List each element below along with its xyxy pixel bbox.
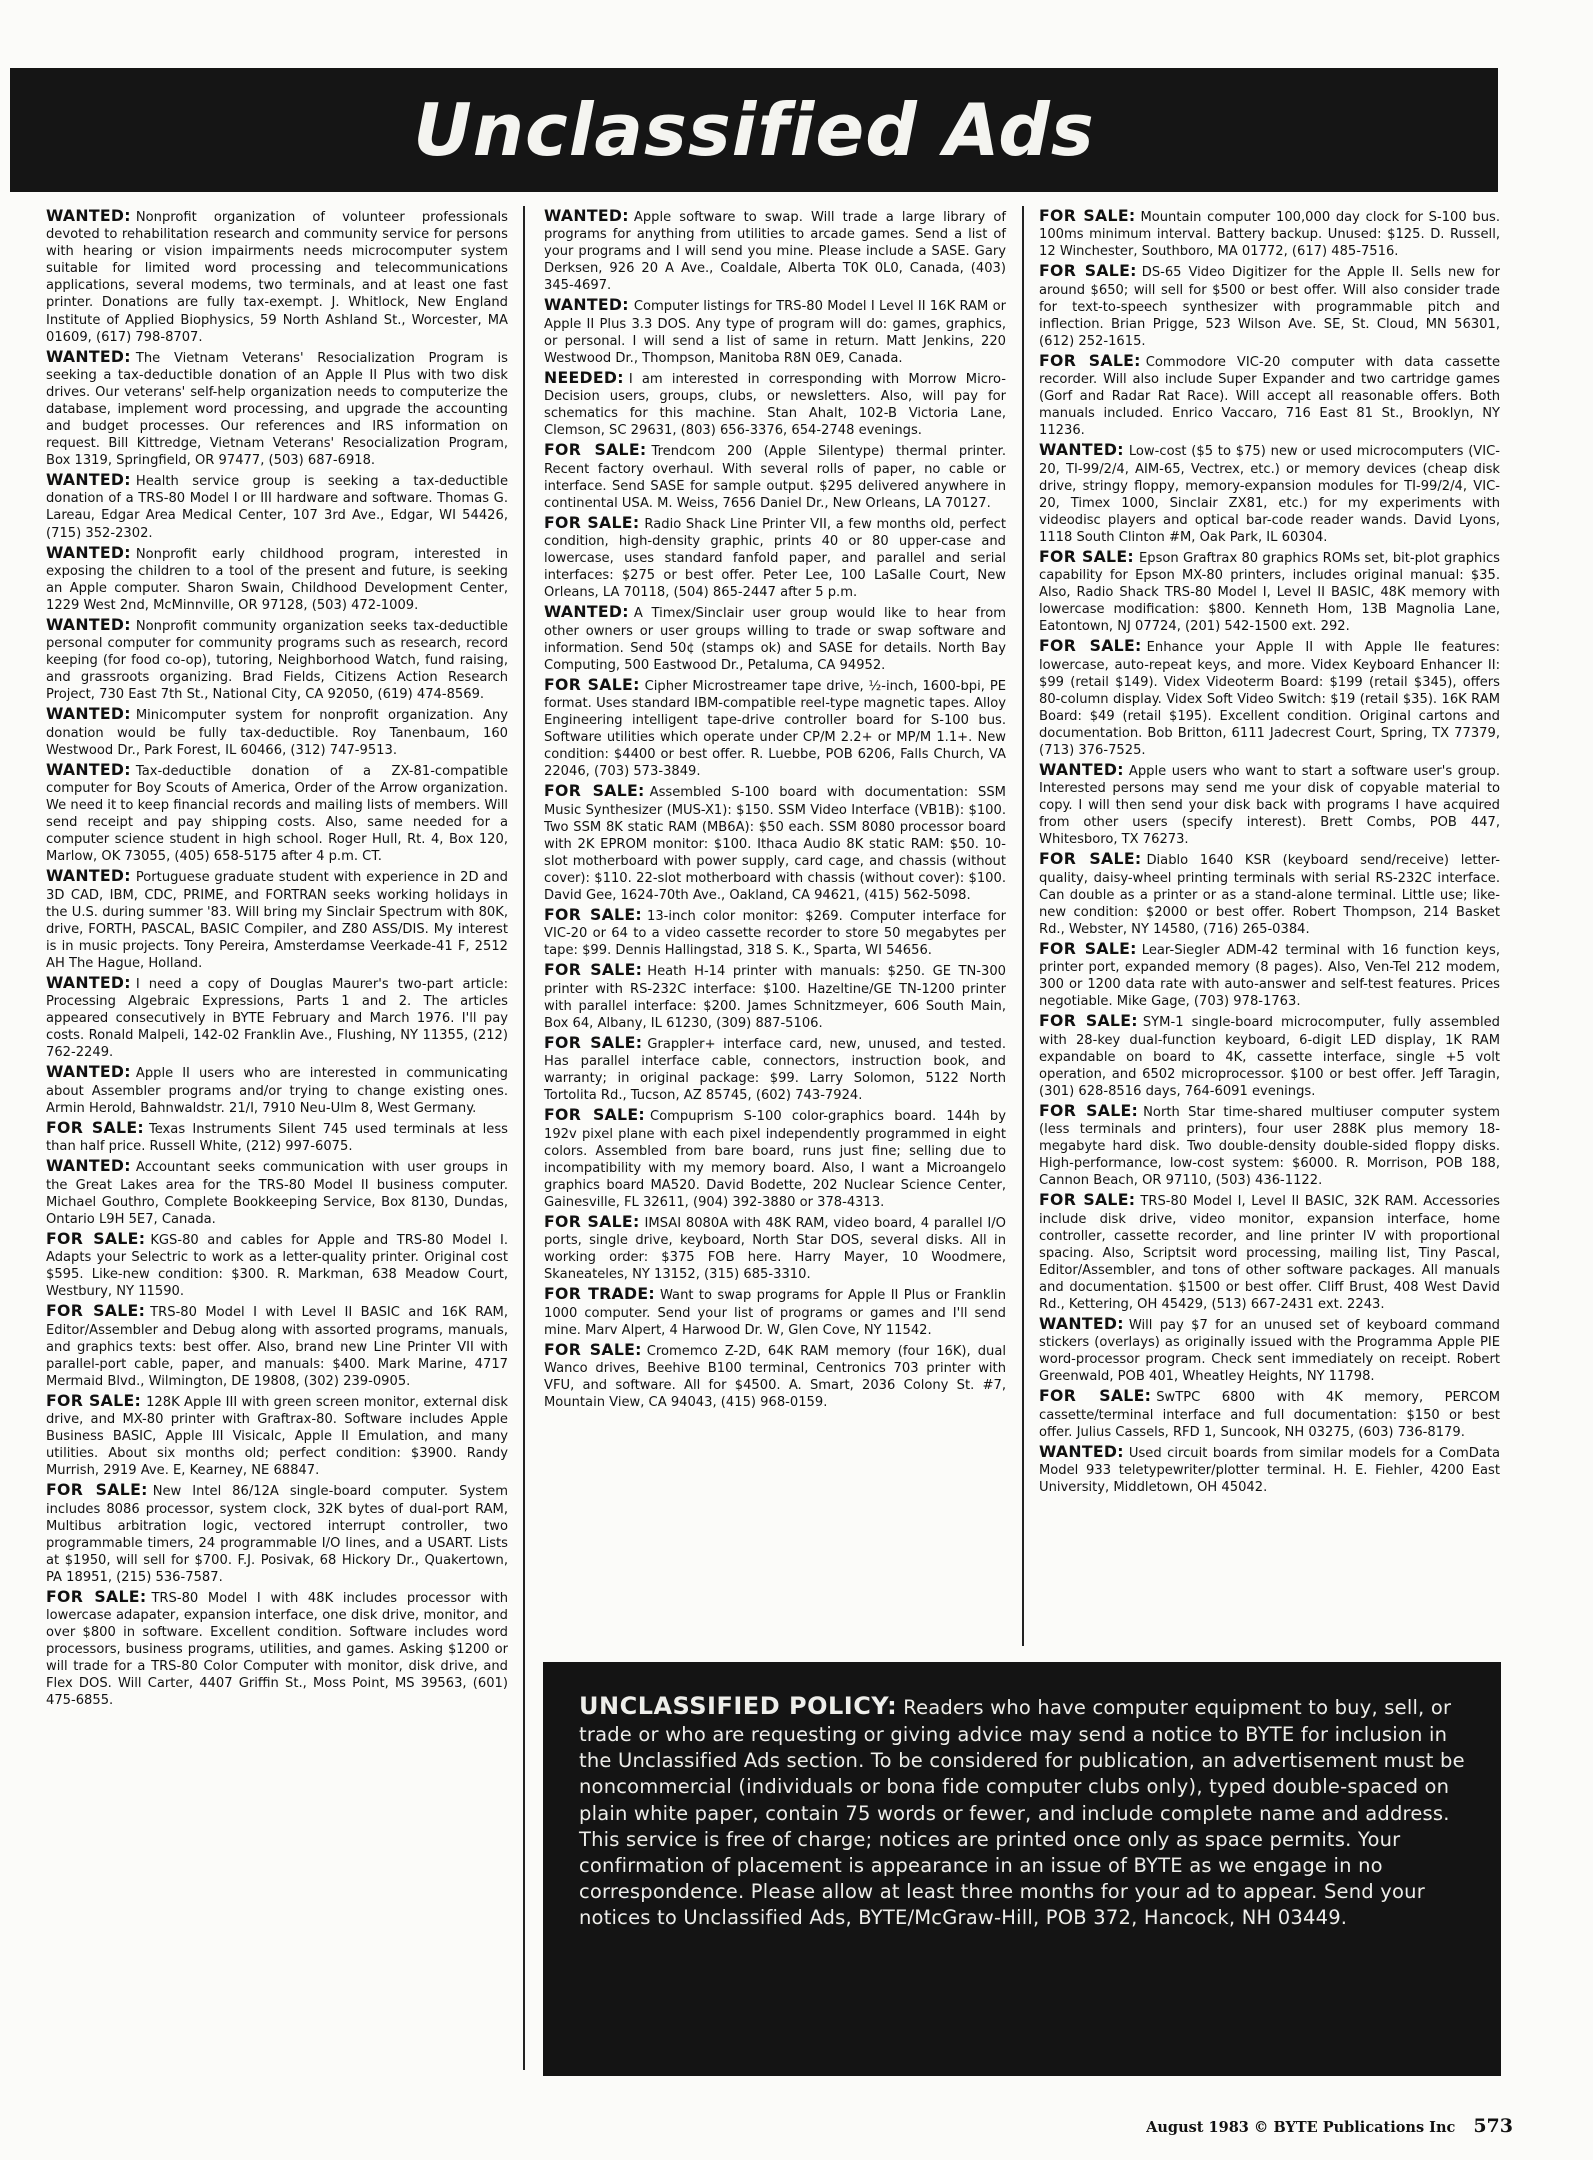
ad-keyword: FOR SALE: bbox=[544, 440, 647, 460]
ad-text: DS-65 Video Digitizer for the Apple II. Sells new for around $650; will sell for $500 or best offer. Will also consider trade for text-to-speech synthesizer with programmable pitch and inflection. Brian Prigge, 523 Wilson Ave. SE, St. Cloud, MN 56301, (612) 252-1615. bbox=[1039, 265, 1500, 349]
ad-text: TRS-80 Model I, Level II BASIC, 32K RAM. Accessories include disk drive, video monitor, expansion interface, home controller, cassette recorder, and line printer IV with proportional spacing. Also, Scriptsit word processing, mailing list, Tiny Pascal, Editor/Assembler, and tons of other software packages. All manuals and documentation. $1500 or best offer. Cliff Brust, 408 West David Rd., Kettering, OH 45429, (513) 667-2431 ext. 2243. bbox=[1039, 1194, 1500, 1312]
page-number: 573 bbox=[1473, 2115, 1513, 2137]
ad-keyword: WANTED: bbox=[544, 602, 629, 622]
ad-entry bbox=[1039, 760, 1500, 848]
ad-entry bbox=[1039, 206, 1500, 260]
ad-text: Tax-deductible donation of a ZX-81-compatible computer for Boy Scouts of America, Order of the Arrow organization. We need it to keep financial records and mailing lists of members. Will send receipt and pay shipping costs. Also, same needed for a computer science student in high school. Roger Hull, Rt. 4, Box 120, Marlow, OK 73055, (405) 658-5175 after 4 p.m. CT. bbox=[46, 763, 508, 865]
ad-keyword: WANTED: bbox=[46, 1062, 131, 1082]
ad-entry bbox=[46, 760, 508, 866]
ad-keyword: FOR SALE: bbox=[1039, 849, 1142, 869]
ad-entry bbox=[1039, 1011, 1500, 1099]
ad-text: Will pay $7 for an unused set of keyboard command stickers (overlays) as originally issued with the Programma Apple PIE word-processor program. Check sent immediately on receipt. Robert Greenwald, POB 401, Wheatley Heights, NY 11798. bbox=[1039, 1317, 1500, 1385]
ad-keyword: FOR SALE: bbox=[544, 1105, 645, 1125]
ad-keyword: FOR SALE: bbox=[1039, 1190, 1136, 1210]
ad-text: Cromemco Z-2D, 64K RAM memory (four 16K), dual Wanco drives, Beehive B100 terminal, Centronics 703 printer with VFU, and software. All for $4500. A. Smart, 2036 Colony St. #7, Mountain View, CA 94043, (415) 968-0159. bbox=[544, 1343, 1006, 1411]
ad-keyword: FOR SALE: bbox=[1039, 350, 1141, 370]
policy-text: Readers who have computer equipment to buy, sell, or trade or who are requesting or giving advice may send a notice to BYTE for inclusion in the Unclassified Ads section. To be considered for publication, an advertisement must be noncommercial (individuals or bona fide computer clubs only), typed double-spaced on plain white paper, contain 75 words or fewer, and include complete name and address. This service is free of charge; notices are printed once only as space permits. Your confirmation of placement is appearance in an issue of BYTE as we engage in no correspondence. Please allow at least three months for your ad to appear. Send your notices to Unclassified Ads, BYTE/McGraw-Hill, POB 372, Hancock, NH 03449. bbox=[579, 1696, 1465, 1930]
ad-text: Texas Instruments Silent 745 used terminals at less than half price. Russell White, (212) 997-6075. bbox=[46, 1121, 508, 1155]
ad-entry bbox=[46, 543, 508, 614]
ad-keyword: WANTED: bbox=[46, 972, 131, 992]
ad-text: Nonprofit community organization seeks tax-deductible personal computer for community programs such as research, record keeping (for food co-op), tutoring, Neighborhood Watch, fund raising, and grassroots organizing. Brad Fields, Citizens Action Research Project, 730 East 7th St., National City, CA 92050, (619) 474-8569. bbox=[46, 618, 508, 703]
ad-keyword: FOR TRADE: bbox=[544, 1284, 655, 1304]
ad-entry bbox=[544, 905, 1006, 959]
ad-text: Low-cost ($5 to $75) new or used microcomputers (VIC-20, TI-99/2/4, AIM-65, Vectrex, etc.) or memory devices (cheap disk drive, stringy floppy, memory-expansion modules for TI-99/2/4, VIC-20, Timex 1000, Sinclair ZX81, etc.) for my experiments with videodisc players and optical bar-code reader wands. David Lyons, 1118 South Clinton #M, Oak Park, IL 60304. bbox=[1039, 444, 1500, 545]
ad-keyword: FOR SALE: bbox=[544, 674, 640, 694]
ad-keyword: FOR SALE: bbox=[544, 512, 640, 532]
ad-entry bbox=[544, 206, 1006, 294]
ad-text: Apple users who want to start a software user's group. Interested persons may send me your disk of copyable material to copy. I will then send your disk back with programs I have acquired from other users (specify interest). Brett Combs, POB 447, Whitesboro, TX 76273. bbox=[1039, 763, 1500, 848]
ad-entry bbox=[1039, 1101, 1500, 1189]
ad-entry bbox=[544, 368, 1006, 439]
ad-text: Want to swap programs for Apple II Plus or Franklin 1000 computer. Send your list of programs or games and I'll send mine. Marv Alpert, 4 Harwood Dr. W, Glen Cove, NY 11542. bbox=[544, 1288, 1006, 1338]
ad-text: TRS-80 Model I with Level II BASIC and 16K RAM, Editor/Assembler and Debug along with assorted programs, manuals, and graphics texts: best offer. Also, brand new Line Printer VII with parallel-port cable, paper, and manuals: $400. Mark Marine, 4717 Mermaid Blvd., Wilmington, DE 19808, (302) 239-0905. bbox=[46, 1305, 508, 1389]
ad-entry bbox=[544, 1033, 1006, 1104]
ad-keyword: WANTED: bbox=[46, 1156, 131, 1176]
page-title: Unclassified Ads bbox=[413, 88, 1095, 172]
column-divider bbox=[1022, 206, 1024, 1646]
ad-entry bbox=[46, 206, 508, 346]
ad-text: TRS-80 Model I with 48K includes processor with lowercase adapater, expansion interface, one disk drive, monitor, and over $800 in software. Excellent condition. Software includes word processors, business programs, utilities, and games. Asking $1200 or will trade for a TRS-80 Color Computer with monitor, disk drive, and Flex DOS. Will Carter, 4407 Griffin St., Moss Point, MS 39563, (601) 475-6855. bbox=[46, 1590, 508, 1709]
ad-entry bbox=[46, 1156, 508, 1227]
ad-text: Grappler+ interface card, new, unused, and tested. Has parallel interface cable, connectors, instruction book, and warranty; in original package: $99. Larry Solomon, 5122 North Tortolita Rd., Tucson, AZ 85745, (602) 743-7924. bbox=[544, 1036, 1006, 1104]
ad-entry bbox=[1039, 351, 1500, 439]
ad-text: Epson Graftrax 80 graphics ROMs set, bit-plot graphics capability for Epson MX-80 printers, includes original manual: $35. Also, Radio Shack TRS-80 Model I, Level II BASIC, 48K memory with lowercase modification: $800. Kenneth Hom, 13B Magnolia Lane, Eatontown, NJ 07724, (201) 542-1500 ext. 292. bbox=[1039, 550, 1500, 635]
ad-keyword: FOR SALE: bbox=[544, 1032, 643, 1052]
ad-keyword: WANTED: bbox=[1039, 1313, 1124, 1333]
ad-entry bbox=[46, 866, 508, 972]
ad-text: Trendcom 200 (Apple Silentype) thermal printer. Recent factory overhaul. With several rolls of paper, no cable or interface. Send SASE for sample output. $295 delivered anywhere in continental USA. M. Weiss, 7656 Daniel Dr., New Orleans, LA 70127. bbox=[544, 444, 1006, 511]
ad-entry bbox=[46, 1301, 508, 1389]
ad-text: Mountain computer 100,000 day clock for S-100 bus. 100ms minimum interval. Battery backup. Unused: $125. D. Russell, 12 Winchester, Southboro, MA 01772, (617) 485-7516. bbox=[1039, 210, 1500, 260]
ad-text: Minicomputer system for nonprofit organization. Any donation would be fully tax-deductible. Roy Tanenbaum, 160 Westwood Dr., Park Forest, IL 60466, (312) 747-9513. bbox=[46, 708, 508, 758]
ad-entry bbox=[46, 615, 508, 703]
page-banner bbox=[10, 68, 1498, 192]
ad-text: Diablo 1640 KSR (keyboard send/receive) letter-quality, daisy-wheel printing terminals with serial RS-232C interface. Can double as a printer or as a stand-alone terminal. Little use; like-new condition: $2000 or best offer. Robert Thompson, 214 Basket Rd., Webster, NY 14580, (716) 265-0384. bbox=[1039, 853, 1500, 937]
ad-entry bbox=[1039, 547, 1500, 635]
ad-text: Health service group is seeking a tax-deductible donation of a TRS-80 Model I or III hardware and software. Thomas G. Lareau, Edgar Area Medical Center, 107 3rd Ave., Edgar, WI 54426, (715) 352-2302. bbox=[46, 474, 508, 541]
ad-entry bbox=[544, 781, 1006, 904]
ad-keyword: WANTED: bbox=[1039, 759, 1124, 779]
ad-entry bbox=[544, 295, 1006, 366]
ad-text: Accountant seeks communication with user groups in the Great Lakes area for the TRS-80 Model II business computer. Michael Gouthro, Complete Bookkeeping Service, Box 8130, Dundas, Ontario L9H 5E7, Canada. bbox=[46, 1160, 508, 1227]
ad-keyword: FOR SALE: bbox=[1039, 1386, 1152, 1406]
ad-entry bbox=[46, 1480, 508, 1586]
ad-entry bbox=[544, 675, 1006, 781]
ad-entry bbox=[544, 1340, 1006, 1411]
ad-text: Enhance your Apple II with Apple IIe features: lowercase, auto-repeat keys, and more. Videx Keyboard Enhancer II: $99 (retail $149). Videx Videoterm Board: $199 (retail $345), offers 80-column display. Videx Soft Video Switch: $19 (retail $35). 16K RAM Board: $49 (retail $195). Excellent condition. Original cartons and documentation. Bob Britton, 6111 Jadecrest Court, Spring, TX 77379, (713) 376-7525. bbox=[1039, 640, 1500, 758]
ad-entry bbox=[544, 1105, 1006, 1211]
ad-keyword: WANTED: bbox=[46, 866, 131, 886]
ad-entry bbox=[46, 347, 508, 470]
ad-text: Heath H-14 printer with manuals: $250. GE TN-300 printer with RS-232C interface: $100. Hazeltine/GE TN-1200 printer with parallel interface: $200. James Schnitzmeyer, 606 South Main, Box 64, Albany, IL 61230, (309) 887-5106. bbox=[544, 964, 1006, 1031]
ad-entry bbox=[1039, 440, 1500, 546]
ad-text: 128K Apple III with green screen monitor, external disk drive, and MX-80 printer with Graftrax-80. Software includes Apple Business BASIC, Apple III Visicalc, Apple II Emulation, and many utilities. About six months old; perfect condition: $3900. Randy Murrish, 2919 Ave. E, Kearney, NE 68847. bbox=[46, 1394, 509, 1479]
ad-text: I need a copy of Douglas Maurer's two-part article: Processing Algebraic Expressions, Parts 1 and 2. The articles appeared consecutively in BYTE February and March 1976. I'll pay costs. Ronald Malpeli, 142-02 Franklin Ave., Flushing, NY 11355, (212) 762-2249. bbox=[46, 976, 508, 1061]
ad-text: Nonprofit organization of volunteer professionals devoted to rehabilitation research and community service for persons with hearing or vision impairments needs microcomputer system suitable for limited word processing and telecommunications applications, several modems, two terminals, and at least one fast printer. Donations are fully tax-exempt. J. Whitlock, New England Institute of Applied Biophysics, 59 North Ashland St., Worcester, MA 01609, (617) 798-8707. bbox=[46, 210, 508, 345]
ad-entry bbox=[544, 1212, 1006, 1283]
ad-text: SYM-1 single-board microcomputer, fully assembled with 28-key dual-function keyboard, 6-digit LED display, 1K RAM expandable on board to 4K, cassette interface, single +5 volt operation, and 6502 microprocessor. $100 or best offer. Jeff Taragin, (301) 628-8516 days, 764-6091 evenings. bbox=[1039, 1015, 1500, 1099]
ad-keyword: FOR SALE: bbox=[46, 1390, 142, 1410]
ad-keyword: FOR SALE: bbox=[46, 1586, 147, 1606]
ad-text: The Vietnam Veterans' Resocialization Program is seeking a tax-deductible donation of an Apple II Plus with two disk drives. Our veterans' self-help organization needs to computerize the database, implement word processing, and upgrade the accounting and budget processes. Our references and IRS information on request. Bill Kittredge, Vietnam Veterans' Resocialization Program, Box 1319, Springfield, OR 97477, (503) 687-6918. bbox=[46, 350, 508, 469]
ad-text: Radio Shack Line Printer VII, a few months old, perfect condition, high-density graphic, prints 40 or 80 upper-case and lowercase, uses standard fanfold paper, and parallel and serial interfaces: $275 or best offer. Peter Lee, 100 LaSalle Court, New Orleans, LA 70118, (504) 865-2447 after 5 p.m. bbox=[544, 516, 1006, 601]
ad-keyword: WANTED: bbox=[46, 346, 131, 366]
ad-entry bbox=[1039, 849, 1500, 937]
issue-line: August 1983 © BYTE Publications Inc bbox=[1146, 2119, 1456, 2136]
ad-keyword: FOR SALE: bbox=[544, 1339, 642, 1359]
ad-text: Used circuit boards from similar models for a ComData Model 933 teletypewriter/plotter terminal. H. E. Fiehler, 4200 East University, Middletown, OH 45042. bbox=[1039, 1445, 1500, 1496]
ads-column-1 bbox=[46, 206, 508, 2066]
ad-keyword: FOR SALE: bbox=[1039, 1011, 1138, 1031]
ad-entry bbox=[544, 1284, 1006, 1338]
ad-text: Computer listings for TRS-80 Model I Level II 16K RAM or Apple II Plus 3.3 DOS. Any type of program will do: games, graphics, or personal. I will send a list of same in return. Matt Jenkins, 220 Westwood Dr., Thompson, Manitoba R8N 0E9, Canada. bbox=[544, 299, 1006, 366]
ad-entry bbox=[46, 1118, 508, 1155]
ad-entry bbox=[46, 704, 508, 758]
ad-keyword: FOR SALE: bbox=[46, 1301, 146, 1321]
ad-entry bbox=[1039, 261, 1500, 349]
ad-entry bbox=[1039, 636, 1500, 759]
ads-column-2 bbox=[544, 206, 1006, 1661]
ad-keyword: FOR SALE: bbox=[46, 1117, 144, 1137]
ad-text: Compuprism S-100 color-graphics board. 144h by 192v pixel plane with each pixel independently programmed in eight colors. Assembled from bare board, runs just fine; selling due to incompatibility with my memory board. Also, I want a Microangelo graphics board MA520. David Bodette, 202 Nuclear Science Center, Gainesville, FL 32611, (904) 392-3880 or 378-4313. bbox=[544, 1109, 1006, 1210]
ad-entry bbox=[46, 973, 508, 1061]
ad-text: I am interested in corresponding with Morrow Micro-Decision users, groups, clubs, or newsletters. Also, will pay for schematics for this machine. Stan Ahalt, 102-B Victoria Lane, Clemson, SC 29631, (803) 656-3376, 654-2748 evenings. bbox=[544, 371, 1006, 439]
ad-entry bbox=[46, 1229, 508, 1300]
ad-keyword: FOR SALE: bbox=[544, 904, 642, 924]
ad-entry bbox=[544, 960, 1006, 1031]
ad-text: 13-inch color monitor: $269. Computer interface for VIC-20 or 64 to a video cassette recorder to store 50 megabytes per tape: $99. Dennis Hallingstad, 318 S. K., Sparta, WI 54656. bbox=[544, 908, 1006, 959]
ad-keyword: WANTED: bbox=[544, 295, 629, 315]
ad-text: Lear-Siegler ADM-42 terminal with 16 function keys, printer port, expanded memory (8 pages). Also, Ven-Tel 212 modem, 300 or 1200 data rate with auto-answer and self-test features. Prices negotiable. Mike Gage, (703) 978-1763. bbox=[1039, 942, 1501, 1010]
ad-keyword: WANTED: bbox=[1039, 1441, 1124, 1461]
ad-text: North Star time-shared multiuser computer system (less terminals and printers), four user 288K plus memory 18-megabyte hard disk. Two double-density double-sided floppy disks. High-performance, low-cost system: $6000. R. Morrison, POB 188, Cannon Beach, OR 97110, (503) 436-1122. bbox=[1039, 1104, 1500, 1189]
ad-keyword: WANTED: bbox=[46, 206, 131, 225]
ad-keyword: FOR SALE: bbox=[1039, 261, 1137, 281]
column-divider bbox=[523, 206, 525, 2070]
ad-keyword: FOR SALE: bbox=[544, 960, 643, 980]
ad-keyword: FOR SALE: bbox=[1039, 546, 1134, 566]
ad-keyword: FOR SALE: bbox=[1039, 1100, 1139, 1120]
ad-keyword: FOR SALE: bbox=[1039, 938, 1137, 958]
ad-keyword: FOR SALE: bbox=[46, 1228, 146, 1248]
ad-text: Portuguese graduate student with experience in 2D and 3D CAD, IBM, CDC, PRIME, and FORTRAN seeks working holidays in the U.S. during summer '83. Will bring my Sinclair Spectrum with 80K, drive, FORTH, PASCAL, BASIC Compiler, and Z80 ASS/DIS. My interest is in music projects. Tony Pereira, Amsterdamse Veerkade-41 F, 2512 AH The Hague, Holland. bbox=[46, 870, 508, 971]
ad-keyword: FOR SALE: bbox=[1039, 206, 1136, 225]
policy-title: UNCLASSIFIED POLICY: bbox=[579, 1692, 898, 1720]
ad-entry bbox=[1039, 1386, 1500, 1440]
ad-text: IMSAI 8080A with 48K RAM, video board, 4 parallel I/O ports, single drive, keyboard, North Star DOS, several disks. All in working order: $375 FOB here. Harry Mayer, 10 Woodmere, Skaneateles, NY 13152, (315) 685-3310. bbox=[544, 1215, 1006, 1283]
ad-entry bbox=[544, 513, 1006, 601]
ad-text: Nonprofit early childhood program, interested in exposing the children to a tool of the present and future, is seeking an Apple computer. Sharon Swain, Childhood Development Center, 1229 West 2nd, McMinnville, OR 97128, (503) 472-1009. bbox=[46, 546, 508, 613]
ad-keyword: NEEDED: bbox=[544, 367, 624, 387]
ad-text: Apple software to swap. Will trade a large library of programs for anything from utilities to arcade games. Send a list of your programs and I will send you mine. Please include a SASE. Gary Derksen, 926 20 A Ave., Coaldale, Alberta T0K 0L0, Canada, (403) 345-4697. bbox=[544, 210, 1006, 294]
ad-keyword: WANTED: bbox=[46, 614, 131, 634]
ad-keyword: WANTED: bbox=[544, 206, 629, 225]
ad-text: Commodore VIC-20 computer with data cassette recorder. Will also include Super Expander and two cartridge games (Gorf and Radar Rat Race). Will accept all reasonable offers. Both manuals included. Enrico Vaccaro, 716 East 81 St., Brooklyn, NY 11236. bbox=[1039, 354, 1500, 439]
ad-entry bbox=[46, 1587, 508, 1710]
ad-text: KGS-80 and cables for Apple and TRS-80 Model I. Adapts your Selectric to work as a letter-quality printer. Original cost $595. Like-new condition: $300. R. Markman, 638 Meadow Court, Westbury, NY 11590. bbox=[46, 1232, 509, 1300]
ad-entry bbox=[1039, 1314, 1500, 1385]
page-footer bbox=[1146, 2115, 1513, 2137]
ad-keyword: WANTED: bbox=[46, 704, 131, 724]
ad-keyword: FOR SALE: bbox=[544, 781, 645, 801]
ad-keyword: FOR SALE: bbox=[46, 1480, 148, 1500]
ad-text: Apple II users who are interested in communicating about Assembler programs and/or trying to change existing ones. Armin Herold, Bahnwaldstr. 21/I, 7910 Neu-Ulm 8, West Germany. bbox=[46, 1066, 508, 1116]
ad-entry bbox=[46, 1391, 508, 1479]
ads-column-3 bbox=[1039, 206, 1500, 1661]
ad-keyword: WANTED: bbox=[1039, 440, 1124, 460]
ad-entry bbox=[46, 1062, 508, 1116]
ad-entry bbox=[1039, 939, 1500, 1010]
ad-text: SwTPC 6800 with 4K memory, PERCOM cassette/terminal interface and full documentation: $150 or best offer. Julius Cassels, RFD 1, Suncook, NH 03275, (603) 736-8179. bbox=[1039, 1390, 1500, 1440]
ad-keyword: FOR SALE: bbox=[1039, 636, 1142, 656]
ad-keyword: WANTED: bbox=[46, 759, 131, 779]
ad-keyword: WANTED: bbox=[46, 470, 131, 490]
unclassified-policy-box bbox=[543, 1662, 1501, 2076]
ad-text: Assembled S-100 board with documentation: SSM Music Synthesizer (MUS-X1): $150. SSM Video Interface (VB1B): $100. Two SSM 8K static RAM (MB6A): $50 each. SSM 8080 processor board with 2K EPROM monitor: $100. Ithaca Audio 8K static RAM: $50. 10-slot motherboard with power supply, card cage, and chassis (without cover): $110. 22-slot motherboard with chassis (without cover): $100. David Gee, 1624-70th Ave., Oakland, CA 94621, (415) 562-5098. bbox=[544, 785, 1006, 903]
ad-entry bbox=[1039, 1442, 1500, 1496]
ad-entry bbox=[46, 470, 508, 541]
ad-text: Cipher Microstreamer tape drive, ½-inch, 1600-bpi, PE format. Uses standard IBM-compatible reel-type magnetic tapes. Alloy Engineering intelligent tape-drive controller board for S-100 bus. Software utilities which operate under CP/M 2.2+ or MP/M 1.1+. New condition: $4400 or best offer. R. Luebbe, POB 6206, Falls Church, VA 22046, (703) 573-3849. bbox=[544, 678, 1006, 780]
ad-keyword: WANTED: bbox=[46, 542, 131, 562]
ad-entry bbox=[1039, 1190, 1500, 1313]
ad-text: A Timex/Sinclair user group would like to hear from other owners or user groups willing to trade or swap software and information. Send 50¢ (stamps ok) and SASE for details. North Bay Computing, 500 Eastwood Dr., Petaluma, CA 94952. bbox=[544, 606, 1006, 673]
ad-text: New Intel 86/12A single-board computer. System includes 8086 processor, system clock, 32K bytes of dual-port RAM, Multibus arbitration logic, vectored interrupt controller, two programmable timers, 24 programmable I/O lines, and a USART. Lists at $1950, will sell for $700. F.J. Posivak, 68 Hickory Dr., Quakertown, PA 18951, (215) 536-7587. bbox=[46, 1484, 508, 1585]
ad-entry bbox=[544, 440, 1006, 511]
ad-keyword: FOR SALE: bbox=[544, 1211, 640, 1231]
ad-entry bbox=[544, 602, 1006, 673]
